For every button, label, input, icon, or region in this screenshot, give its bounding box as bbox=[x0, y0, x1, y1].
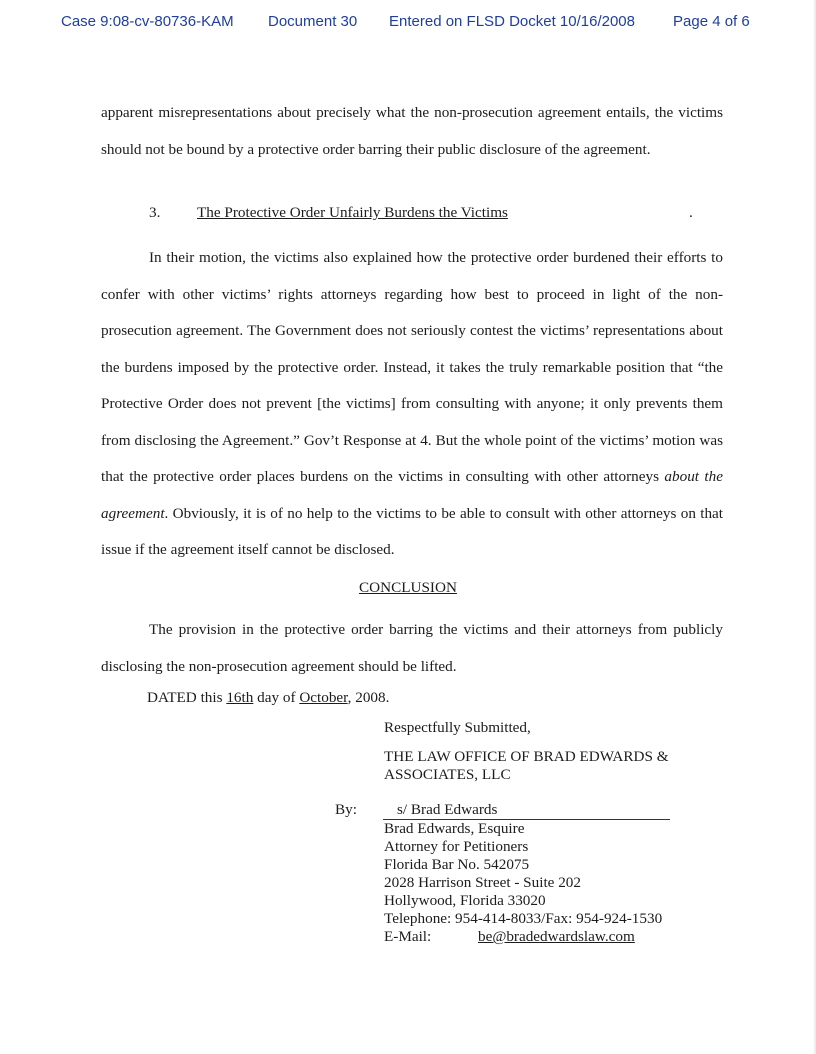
entered-docket: Entered on FLSD Docket 10/16/2008 bbox=[389, 13, 635, 30]
paragraph-victims-not-bound: apparent misrepresentations about precisely what the non-prosecution agreement entails, the victims should not be bound by a protective order barring their public disclosure of the agreement. bbox=[101, 104, 723, 158]
paragraph-conclusion: The provision in the protective order barring the victims and their attorneys from publicly disclosing the non-prosecution agreement should be lifted. bbox=[101, 621, 723, 675]
by-label: By: bbox=[335, 801, 357, 818]
electronic-signature: s/ Brad Edwards bbox=[397, 801, 498, 818]
section-3-title: The Protective Order Unfairly Burdens the Victims bbox=[197, 204, 508, 221]
signer-role: Attorney for Petitioners bbox=[384, 838, 529, 855]
document-number: Document 30 bbox=[268, 13, 358, 30]
phone-fax: Telephone: 954-414-8033/Fax: 954-924-1530 bbox=[384, 910, 663, 927]
signer-name: Brad Edwards, Esquire bbox=[384, 820, 525, 837]
city-state-zip: Hollywood, Florida 33020 bbox=[384, 892, 546, 909]
paragraph-burdens: In their motion, the victims also explained how the protective order burdened their efforts to confer with other victims’ rights attorneys regarding how best to proceed in light of the non-prosecution agreement. The Government does not seriously contest the victims’ representations about the burdens imposed by the protective order. Instead, it takes the truly remarkable position that “the Protective Order does not prevent [the victims] from consulting with anyone; it only prevents them from disclosing the Agreement.” Gov’t Response at 4. But the whole point of the victims’ motion was that the protective order places burdens on the victims in consulting with other attorneys about the agreement. Obviously, it is of no help to the victims to be able to consult with other attorneys on that issue if the agreement itself cannot be disclosed. bbox=[101, 249, 723, 558]
case-number: Case 9:08-cv-80736-KAM bbox=[61, 13, 234, 30]
italic-phrase: about the agreement bbox=[101, 468, 723, 522]
firm-line-1: THE LAW OFFICE OF BRAD EDWARDS & bbox=[384, 748, 669, 765]
conclusion-heading: CONCLUSION bbox=[359, 579, 457, 596]
section-3-number: 3. bbox=[149, 204, 161, 221]
email-label: E-Mail: bbox=[384, 928, 432, 945]
section-3-period: . bbox=[689, 204, 693, 221]
dated-line: DATED this 16th day of October, 2008. bbox=[147, 689, 390, 706]
street-address: 2028 Harrison Street - Suite 202 bbox=[384, 874, 581, 891]
bar-number: Florida Bar No. 542075 bbox=[384, 856, 530, 873]
page-number: Page 4 of 6 bbox=[673, 13, 750, 30]
closing: Respectfully Submitted, bbox=[384, 719, 531, 736]
firm-line-2: ASSOCIATES, LLC bbox=[384, 766, 511, 783]
email-link[interactable]: be@bradedwardslaw.com bbox=[478, 928, 635, 945]
